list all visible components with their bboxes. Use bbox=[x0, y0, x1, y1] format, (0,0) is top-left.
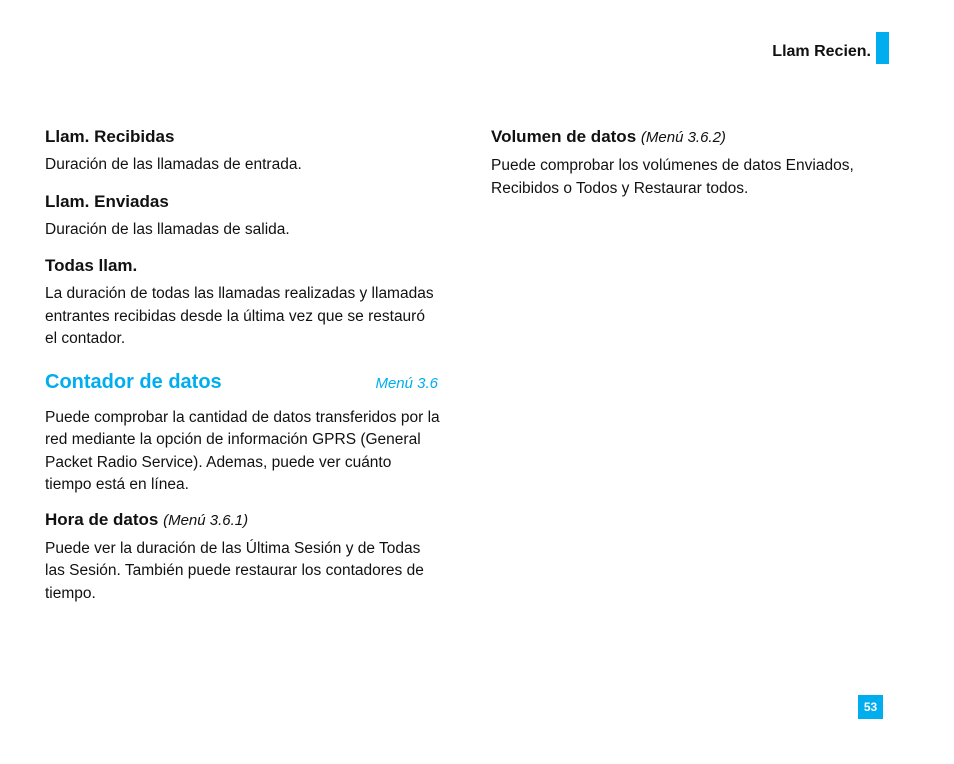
contador-title-row bbox=[45, 369, 440, 395]
todas-llam-block bbox=[45, 255, 440, 351]
llam-enviadas-heading-text: Llam. Enviadas bbox=[45, 191, 169, 211]
hora-de-datos-text: Puede ver la duración de las Última Sesión y de Todas las Sesión. También puede restaurar los contadores de tiempo. bbox=[45, 539, 424, 602]
right-column bbox=[491, 126, 886, 200]
hora-de-datos-block bbox=[45, 509, 440, 606]
volumen-de-datos-heading-text: Volumen de datos bbox=[491, 127, 637, 146]
contador-de-datos-title: Contador de datos bbox=[45, 370, 222, 393]
llam-recibidas-block bbox=[45, 126, 440, 177]
hora-de-datos-heading-text: Hora de datos bbox=[45, 509, 159, 529]
llam-recibidas-heading bbox=[45, 126, 440, 148]
volumen-de-datos-text: Puede comprobar los volúmenes de datos Enviados, Recibidos o Todos y Restaurar todos. bbox=[491, 157, 854, 197]
todas-llam-text: La duración de todas las llamadas realizadas y llamadas entrantes recibidas desde la última vez que se restauró el contador. bbox=[45, 285, 434, 347]
header-accent-bar bbox=[876, 32, 889, 64]
contador-menu-ref: Menú 3.6 bbox=[375, 374, 438, 392]
hora-de-datos-heading bbox=[45, 509, 440, 532]
left-column bbox=[45, 126, 440, 605]
todas-llam-heading bbox=[45, 255, 440, 277]
llam-enviadas-heading bbox=[45, 191, 440, 213]
llam-recibidas-heading-text: Llam. Recibidas bbox=[45, 127, 175, 146]
volumen-de-datos-menu-ref: (Menú 3.6.2) bbox=[640, 129, 726, 146]
hora-de-datos-menu-ref: (Menú 3.6.1) bbox=[163, 511, 249, 529]
page-number-badge: 53 bbox=[858, 695, 883, 719]
volumen-de-datos-heading bbox=[491, 126, 886, 149]
llam-recibidas-text: Duración de las llamadas de entrada. bbox=[45, 156, 302, 173]
contador-de-datos-section bbox=[45, 369, 440, 497]
volumen-de-datos-block bbox=[491, 126, 886, 200]
section-header-title: Llam Recien. bbox=[772, 43, 871, 60]
llam-enviadas-text: Duración de las llamadas de salida. bbox=[45, 220, 290, 238]
todas-llam-heading-text: Todas llam. bbox=[45, 256, 138, 275]
contador-de-datos-text: Puede comprobar la cantidad de datos transferidos por la red mediante la opción de información GPRS (General Packet Radio Service). Ademas, puede ver cuánto tiempo está en línea. bbox=[45, 408, 440, 493]
llam-enviadas-block bbox=[45, 191, 440, 242]
